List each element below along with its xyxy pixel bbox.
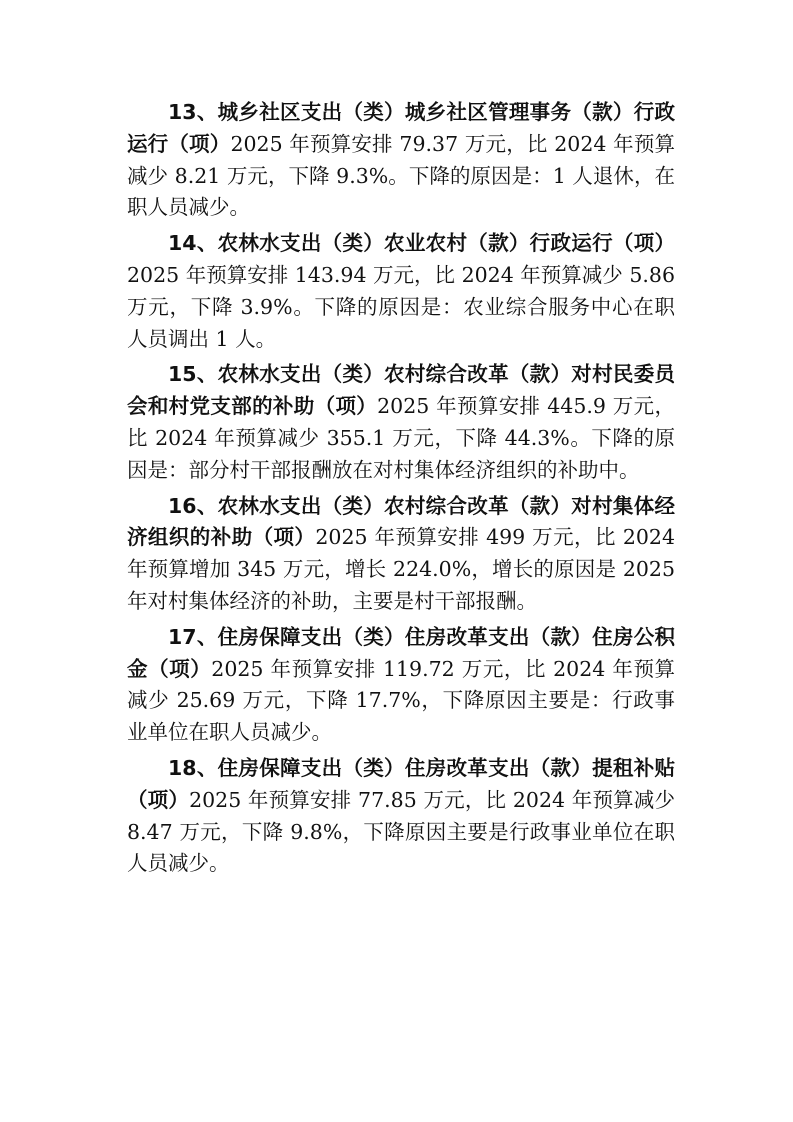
- paragraph-body: 2025 年预算安排 445.9 万元，比 2024 年预算减少 355.1 万元，下降 44.3%。下降的原因是：部分村干部报酬放在对村集体经济组织的补助中。: [127, 394, 675, 482]
- paragraph-heading: 17、住房保障支出（类）住房改革支出（款）住房公积金（项）: [127, 624, 675, 681]
- paragraph-heading: 16、农林水支出（类）农村综合改革（款）对村集体经济组织的补助（项）: [127, 493, 675, 550]
- paragraph-heading: 18、住房保障支出（类）住房改革支出（款）提租补贴（项）: [127, 755, 675, 812]
- paragraph-14: [127, 228, 675, 355]
- paragraph-body: 2025 年预算安排 143.94 万元，比 2024 年预算减少 5.86 万元，下降 3.9%。下降的原因是：农业综合服务中心在职人员调出 1 人。: [127, 262, 675, 351]
- paragraph-body: 2025 年预算安排 79.37 万元，比 2024 年预算减少 8.21 万元，下降 9.3%。下降的原因是：1 人退休，在职人员减少。: [127, 131, 676, 220]
- paragraph-18: [127, 753, 675, 880]
- paragraph-15: [127, 359, 675, 486]
- paragraph-heading: 15、农林水支出（类）农村综合改革（款）对村民委员会和村党支部的补助（项）: [127, 362, 675, 419]
- paragraph-16: [127, 491, 675, 618]
- paragraph-heading: 13、城乡社区支出（类）城乡社区管理事务（款）行政运行（项）: [127, 100, 675, 156]
- paragraph-17: [127, 622, 675, 749]
- paragraph-body: 2025 年预算安排 77.85 万元，比 2024 年预算减少 8.47 万元，下降 9.8%，下降原因主要是行政事业单位在职人员减少。: [127, 787, 675, 876]
- paragraph-body: 2025 年预算安排 119.72 万元，比 2024 年预算减少 25.69 万元，下降 17.7%，下降原因主要是：行政事业单位在职人员减少。: [127, 656, 676, 745]
- paragraph-body: 2025 年预算安排 499 万元，比 2024 年预算增加 345 万元，增长 224.0%，增长的原因是 2025 年对村集体经济的补助，主要是村干部报酬。: [127, 525, 675, 613]
- paragraph-heading: 14、农林水支出（类）农业农村（款）行政运行（项）: [168, 231, 675, 256]
- document-page: [127, 97, 675, 880]
- paragraph-13: [127, 97, 675, 224]
